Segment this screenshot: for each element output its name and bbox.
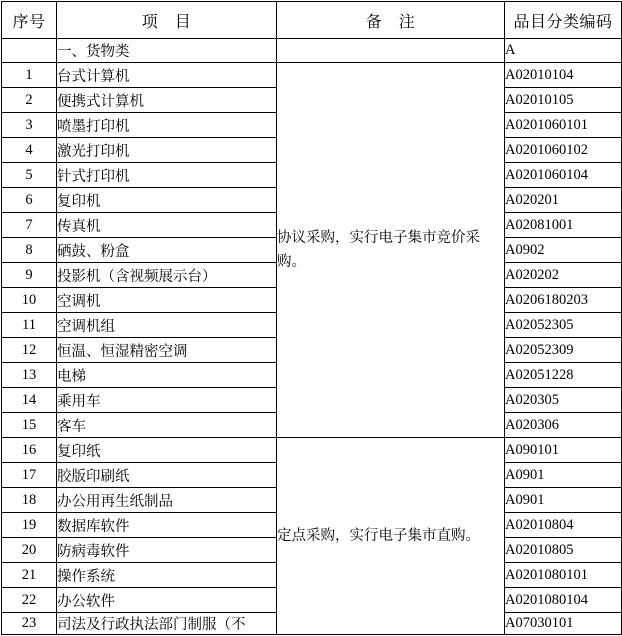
row-code: A02081001 <box>505 213 622 238</box>
row-item: 数据库软件 <box>57 513 277 538</box>
row-code: A0201060102 <box>505 138 622 163</box>
row-item: 复印纸 <box>57 438 277 463</box>
row-code: A0201080101 <box>505 563 622 588</box>
row-seq: 13 <box>2 363 57 388</box>
header-code: 品目分类编码 <box>505 2 622 39</box>
procurement-catalog-table <box>1 1 622 635</box>
row-code: A0901 <box>505 463 622 488</box>
note-cell-group-2: 定点采购，实行电子集市直购。 <box>277 438 505 635</box>
row-seq: 23 <box>2 613 57 635</box>
row-seq: 17 <box>2 463 57 488</box>
table-header-row <box>2 2 622 39</box>
row-seq: 18 <box>2 488 57 513</box>
row-seq: 12 <box>2 338 57 363</box>
row-seq: 5 <box>2 163 57 188</box>
row-seq: 7 <box>2 213 57 238</box>
row-code: A02010104 <box>505 63 622 88</box>
row-item: 办公软件 <box>57 588 277 613</box>
row-item: 喷墨打印机 <box>57 113 277 138</box>
row-item: 传真机 <box>57 213 277 238</box>
row-code: A090101 <box>505 438 622 463</box>
table-row <box>2 63 622 88</box>
row-item: 复印机 <box>57 188 277 213</box>
row-seq: 21 <box>2 563 57 588</box>
row-item: 司法及行政执法部门制服（不 <box>57 613 277 635</box>
row-item: 针式打印机 <box>57 163 277 188</box>
row-seq: 22 <box>2 588 57 613</box>
row-item: 空调机组 <box>57 313 277 338</box>
row-code: A020202 <box>505 263 622 288</box>
row-code: A0201060101 <box>505 113 622 138</box>
header-note: 备 注 <box>277 2 505 39</box>
row-item: 恒温、恒湿精密空调 <box>57 338 277 363</box>
row-code: A02010805 <box>505 538 622 563</box>
row-code: A02052305 <box>505 313 622 338</box>
row-seq: 6 <box>2 188 57 213</box>
row-code: A02010105 <box>505 88 622 113</box>
row-code: A020305 <box>505 388 622 413</box>
table-row <box>2 438 622 463</box>
row-code: A0902 <box>505 238 622 263</box>
row-seq: 20 <box>2 538 57 563</box>
row-code: A02010804 <box>505 513 622 538</box>
row-item: 电梯 <box>57 363 277 388</box>
row-seq: 19 <box>2 513 57 538</box>
note-cell-group-1: 协议采购，实行电子集市竞价采购。 <box>277 63 505 438</box>
row-seq: 4 <box>2 138 57 163</box>
row-item: 激光打印机 <box>57 138 277 163</box>
row-code: A0201080104 <box>505 588 622 613</box>
row-item: 乘用车 <box>57 388 277 413</box>
row-item: 办公用再生纸制品 <box>57 488 277 513</box>
row-item: 硒鼓、粉盒 <box>57 238 277 263</box>
row-item: 胶版印刷纸 <box>57 463 277 488</box>
category-row <box>2 39 622 63</box>
row-seq: 15 <box>2 413 57 438</box>
row-code: A020201 <box>505 188 622 213</box>
category-note <box>277 39 505 63</box>
row-seq: 16 <box>2 438 57 463</box>
row-code: A07030101 <box>505 613 622 635</box>
row-item: 操作系统 <box>57 563 277 588</box>
row-code: A020306 <box>505 413 622 438</box>
row-seq: 11 <box>2 313 57 338</box>
row-item: 台式计算机 <box>57 63 277 88</box>
row-item: 投影机（含视频展示台） <box>57 263 277 288</box>
row-item: 防病毒软件 <box>57 538 277 563</box>
header-item: 项 目 <box>57 2 277 39</box>
row-seq: 9 <box>2 263 57 288</box>
row-seq: 2 <box>2 88 57 113</box>
row-seq: 3 <box>2 113 57 138</box>
row-code: A02051228 <box>505 363 622 388</box>
row-seq: 8 <box>2 238 57 263</box>
row-item: 客车 <box>57 413 277 438</box>
row-item: 便携式计算机 <box>57 88 277 113</box>
row-code: A02052309 <box>505 338 622 363</box>
row-seq: 14 <box>2 388 57 413</box>
row-item: 空调机 <box>57 288 277 313</box>
category-label: 一、货物类 <box>57 39 277 63</box>
category-code: A <box>505 39 622 63</box>
category-seq <box>2 39 57 63</box>
row-seq: 1 <box>2 63 57 88</box>
row-code: A0201060104 <box>505 163 622 188</box>
row-code: A0206180203 <box>505 288 622 313</box>
row-seq: 10 <box>2 288 57 313</box>
header-seq: 序号 <box>2 2 57 39</box>
row-code: A0901 <box>505 488 622 513</box>
